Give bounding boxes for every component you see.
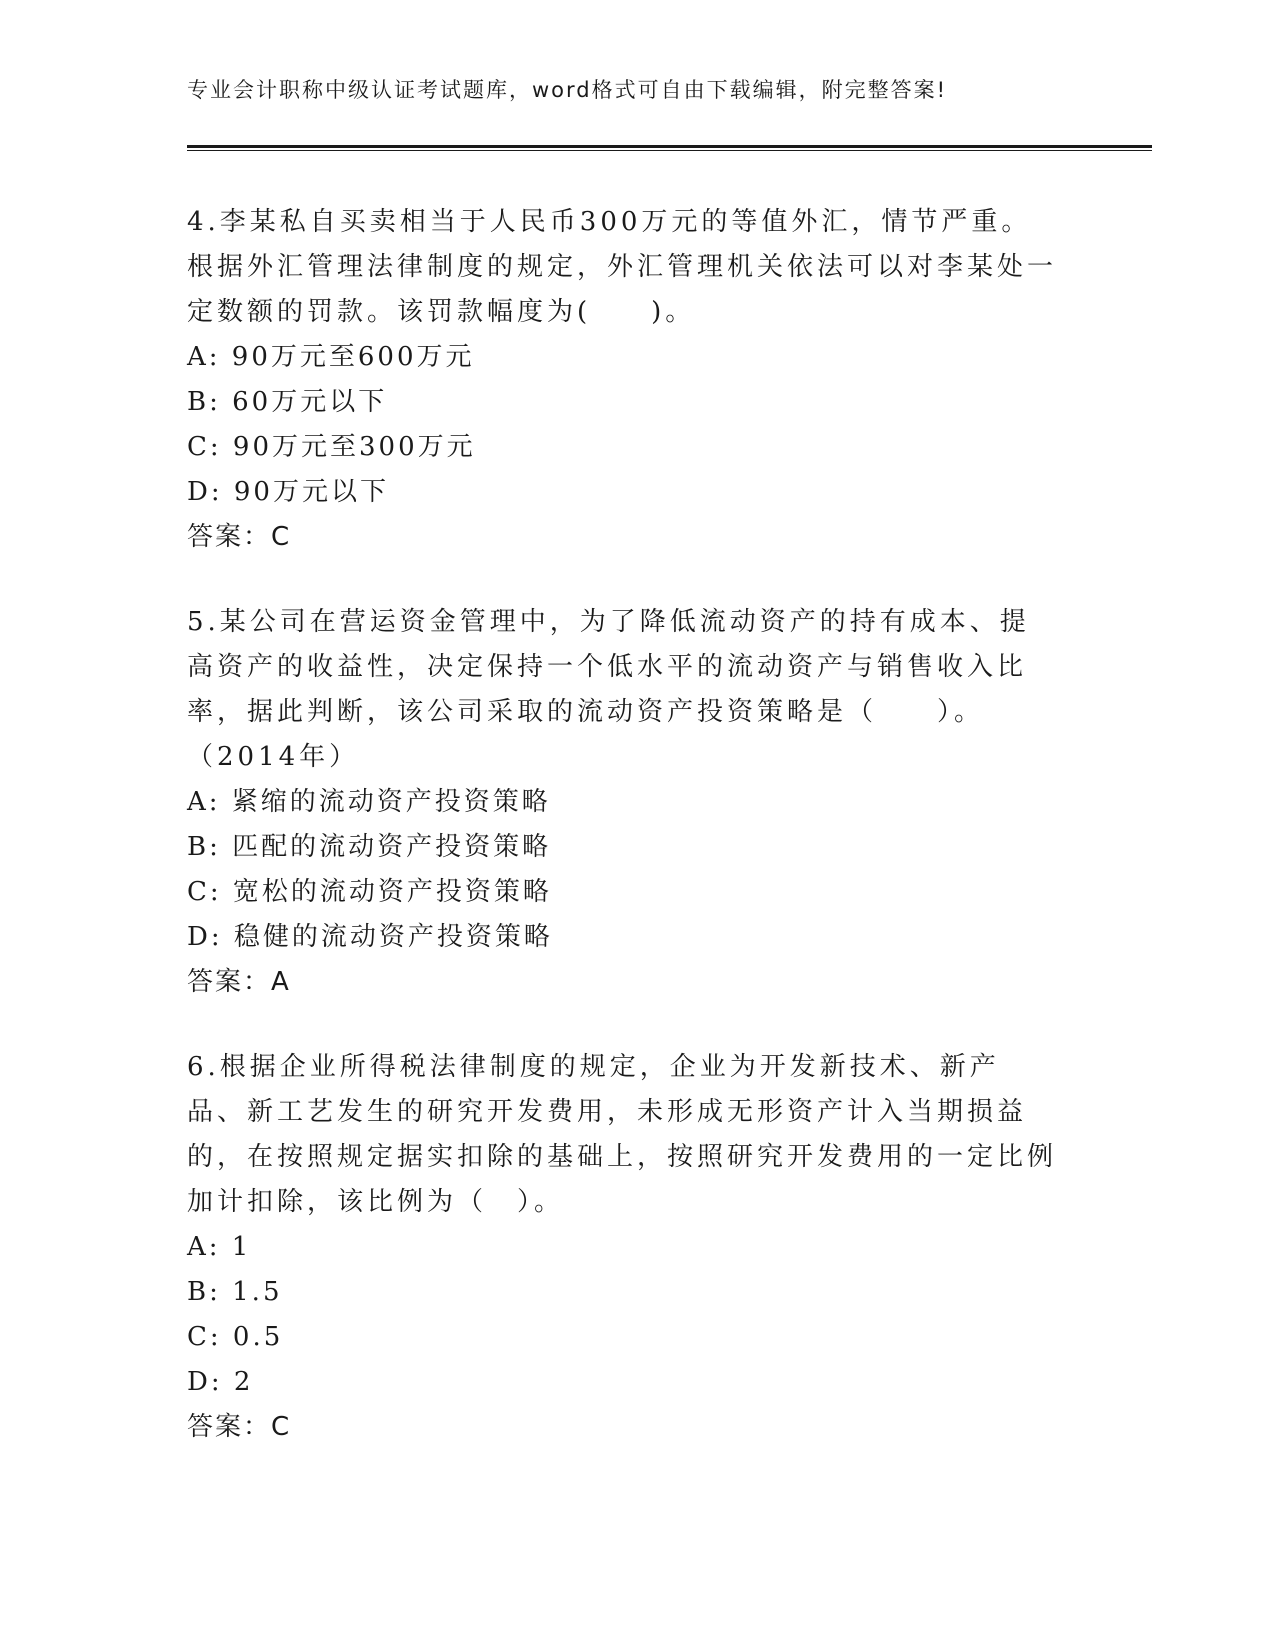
answer: 答案：A: [187, 967, 291, 997]
question-list: [187, 200, 1057, 1490]
option-c: C: 宽松的流动资产投资策略: [187, 877, 552, 907]
option-b: B: 60万元以下: [187, 387, 388, 417]
option-d: D: 稳健的流动资产投资策略: [187, 922, 553, 952]
header-divider-thick: [187, 145, 1152, 148]
option-d: D: 90万元以下: [187, 477, 389, 507]
option-a: A: 紧缩的流动资产投资策略: [187, 787, 551, 817]
question-5: [187, 600, 1057, 1005]
page-header: 专业会计职称中级认证考试题库，word格式可自由下载编辑，附完整答案!: [187, 78, 948, 102]
question-text: 4.李某私自买卖相当于人民币300万元的等值外汇，情节严重。根据外汇管理法律制度的规定，外汇管理机关依法可以对李某处一定数额的罚款。该罚款幅度为( )。: [187, 207, 1058, 327]
option-d: D: 2: [187, 1367, 254, 1397]
header-divider-thin: [187, 150, 1152, 151]
answer: 答案：C: [187, 1412, 292, 1442]
question-text: 6.根据企业所得税法律制度的规定，企业为开发新技术、新产品、新工艺发生的研究开发费用，未形成无形资产计入当期损益的，在按照规定据实扣除的基础上，按照研究开发费用的一定比例加计扣除，该比例为（ ）。: [187, 1052, 1058, 1217]
option-a: A: 1: [187, 1232, 252, 1262]
option-b: B: 匹配的流动资产投资策略: [187, 832, 552, 862]
header-divider: [187, 145, 1152, 151]
option-c: C: 0.5: [187, 1322, 284, 1352]
question-text: 5.某公司在营运资金管理中，为了降低流动资产的持有成本、提高资产的收益性，决定保持一个低水平的流动资产与销售收入比率，据此判断，该公司采取的流动资产投资策略是（ ）。（2014年）: [187, 607, 1030, 772]
answer: 答案：C: [187, 522, 292, 552]
question-6: [187, 1045, 1057, 1450]
option-b: B: 1.5: [187, 1277, 283, 1307]
option-c: C: 90万元至300万元: [187, 432, 476, 462]
question-4: [187, 200, 1057, 560]
option-a: A: 90万元至600万元: [187, 342, 475, 372]
